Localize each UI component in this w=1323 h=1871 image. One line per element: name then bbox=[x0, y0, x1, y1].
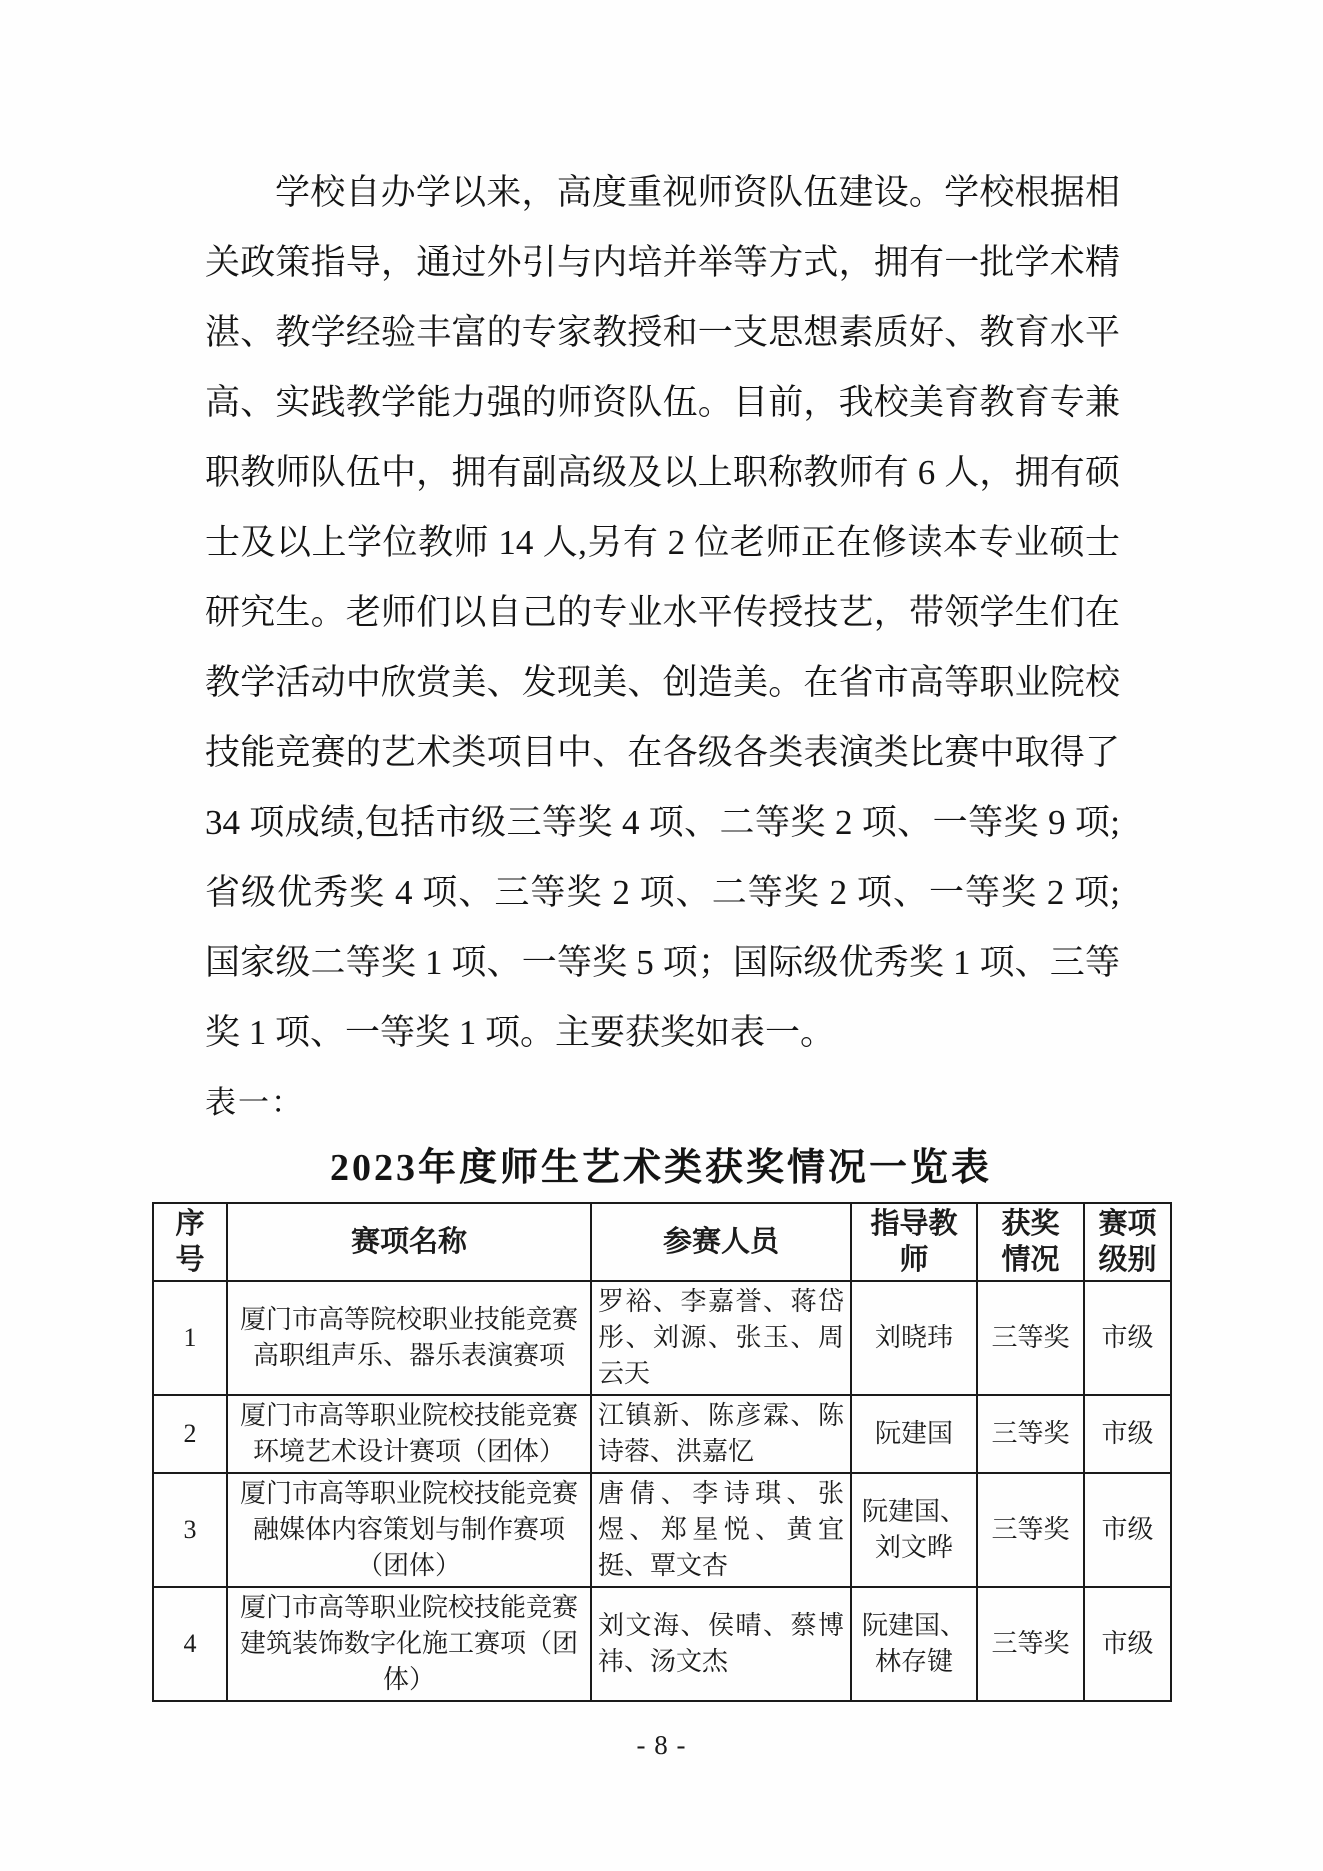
cell-teacher: 阮建国 bbox=[851, 1395, 977, 1473]
paragraph-line: 省级优秀奖 4 项、三等奖 2 项、二等奖 2 项、一等奖 2 项; bbox=[205, 873, 1120, 912]
table-header-row bbox=[153, 1203, 1171, 1281]
header-teacher: 指导教师 bbox=[851, 1203, 977, 1281]
paragraph-line: 国家级二等奖 1 项、一等奖 5 项；国际级优秀奖 1 项、三等 bbox=[205, 943, 1120, 982]
cell-no: 3 bbox=[153, 1473, 227, 1587]
paragraph-line: 职教师队伍中，拥有副高级及以上职称教师有 6 人，拥有硕 bbox=[205, 453, 1120, 492]
cell-no: 2 bbox=[153, 1395, 227, 1473]
paragraph-line: 湛、教学经验丰富的专家教授和一支思想素质好、教育水平 bbox=[205, 313, 1120, 352]
cell-name: 厦门市高等职业院校技能竞赛融媒体内容策划与制作赛项（团体） bbox=[227, 1473, 591, 1587]
paragraph-line: 技能竞赛的艺术类项目中、在各级各类表演类比赛中取得了 bbox=[205, 733, 1120, 772]
cell-award: 三等奖 bbox=[977, 1587, 1084, 1701]
cell-level: 市级 bbox=[1084, 1473, 1171, 1587]
paragraph-line: 高、实践教学能力强的师资队伍。目前，我校美育教育专兼 bbox=[205, 383, 1120, 422]
cell-award: 三等奖 bbox=[977, 1473, 1084, 1587]
awards-table bbox=[152, 1202, 1172, 1702]
table-label: 表一： bbox=[205, 1085, 304, 1120]
header-participants: 参赛人员 bbox=[591, 1203, 851, 1281]
paragraph-line: 关政策指导，通过外引与内培并举等方式，拥有一批学术精 bbox=[205, 243, 1120, 282]
table-row bbox=[153, 1395, 1171, 1473]
cell-teacher: 阮建国、林存键 bbox=[851, 1587, 977, 1701]
paragraph-line: 研究生。老师们以自己的专业水平传授技艺，带领学生们在 bbox=[205, 593, 1120, 632]
cell-no: 1 bbox=[153, 1281, 227, 1395]
cell-award: 三等奖 bbox=[977, 1395, 1084, 1473]
paragraph-line: 士及以上学位教师 14 人,另有 2 位老师正在修读本专业硕士 bbox=[205, 523, 1120, 562]
cell-level: 市级 bbox=[1084, 1281, 1171, 1395]
header-no: 序号 bbox=[153, 1203, 227, 1281]
cell-level: 市级 bbox=[1084, 1587, 1171, 1701]
header-level: 赛项级别 bbox=[1084, 1203, 1171, 1281]
content-column bbox=[152, 158, 1170, 1702]
cell-name: 厦门市高等职业院校技能竞赛建筑装饰数字化施工赛项（团体） bbox=[227, 1587, 591, 1701]
table-title: 2023年度师生艺术类获奖情况一览表 bbox=[329, 1147, 992, 1189]
cell-name: 厦门市高等院校职业技能竞赛高职组声乐、器乐表演赛项 bbox=[227, 1281, 591, 1395]
cell-teacher: 阮建国、刘文晔 bbox=[851, 1473, 977, 1587]
paragraph-line: 学校自办学以来，高度重视师资队伍建设。学校根据相 bbox=[275, 173, 1120, 212]
cell-participants: 刘文海、侯晴、蔡博祎、汤文杰 bbox=[591, 1587, 851, 1701]
cell-level: 市级 bbox=[1084, 1395, 1171, 1473]
header-name: 赛项名称 bbox=[227, 1203, 591, 1281]
cell-participants: 罗裕、李嘉誉、蒋岱彤、刘源、张玉、周云天 bbox=[591, 1281, 851, 1395]
header-award: 获奖情况 bbox=[977, 1203, 1084, 1281]
page-number: - 8 - bbox=[636, 1730, 687, 1760]
cell-no: 4 bbox=[153, 1587, 227, 1701]
cell-participants: 江镇新、陈彦霖、陈诗蓉、洪嘉忆 bbox=[591, 1395, 851, 1473]
cell-teacher: 刘晓玮 bbox=[851, 1281, 977, 1395]
paragraph-line: 教学活动中欣赏美、发现美、创造美。在省市高等职业院校 bbox=[205, 663, 1120, 702]
paragraph-line: 奖 1 项、一等奖 1 项。主要获奖如表一。 bbox=[205, 1013, 836, 1052]
cell-participants: 唐倩、李诗琪、张煜、郑星悦、黄宜挺、覃文杏 bbox=[591, 1473, 851, 1587]
cell-name: 厦门市高等职业院校技能竞赛环境艺术设计赛项（团体） bbox=[227, 1395, 591, 1473]
paragraph-line: 34 项成绩,包括市级三等奖 4 项、二等奖 2 项、一等奖 9 项; bbox=[205, 803, 1120, 842]
table-row bbox=[153, 1281, 1171, 1395]
table-row bbox=[153, 1473, 1171, 1587]
paragraph bbox=[205, 158, 1120, 1068]
table-row bbox=[153, 1587, 1171, 1701]
cell-award: 三等奖 bbox=[977, 1281, 1084, 1395]
